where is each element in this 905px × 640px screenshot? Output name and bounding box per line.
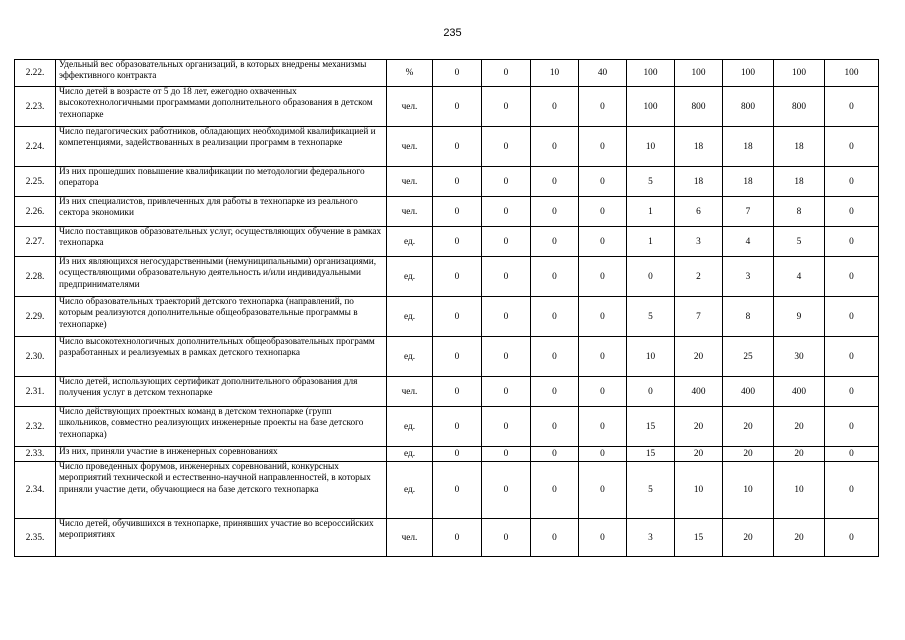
indicator-value: 0 [627, 257, 675, 297]
indicator-name: Число детей, использующих сертификат дополнительного образования для получения услуг в детском технопарке [56, 377, 387, 407]
indicator-value: 800 [675, 87, 723, 127]
indicator-value: 10 [675, 462, 723, 519]
indicator-value: 30 [774, 337, 825, 377]
indicator-value: 400 [675, 377, 723, 407]
indicator-value: 1 [627, 227, 675, 257]
indicator-value: 0 [482, 227, 531, 257]
row-number: 2.25. [15, 167, 56, 197]
indicator-value: 0 [531, 337, 579, 377]
table-row [15, 297, 879, 337]
table-row [15, 447, 879, 462]
indicator-value: 3 [675, 227, 723, 257]
indicator-value: 15 [627, 407, 675, 447]
table-row [15, 127, 879, 167]
unit-of-measure: чел. [387, 519, 433, 557]
indicator-value: 0 [531, 297, 579, 337]
indicator-value: 0 [579, 167, 627, 197]
table-row [15, 519, 879, 557]
indicator-name: Число образовательных траекторий детского технопарка (направлений, по которым реализуются дополнительные общеобразовательные программы в технопарке) [56, 297, 387, 337]
indicator-value: 0 [825, 462, 879, 519]
indicator-value: 0 [531, 87, 579, 127]
indicator-value: 0 [579, 197, 627, 227]
indicator-value: 0 [531, 377, 579, 407]
table-row [15, 87, 879, 127]
indicator-value: 0 [825, 337, 879, 377]
indicator-value: 0 [433, 407, 482, 447]
indicator-value: 10 [531, 60, 579, 87]
indicator-value: 0 [531, 127, 579, 167]
indicator-value: 0 [433, 127, 482, 167]
indicator-value: 7 [723, 197, 774, 227]
indicator-value: 0 [825, 167, 879, 197]
indicator-value: 0 [433, 462, 482, 519]
indicator-value: 20 [774, 519, 825, 557]
indicator-value: 100 [723, 60, 774, 87]
indicator-value: 0 [579, 377, 627, 407]
indicator-value: 100 [774, 60, 825, 87]
row-number: 2.30. [15, 337, 56, 377]
indicator-value: 18 [723, 167, 774, 197]
table-body [15, 60, 879, 557]
indicator-value: 20 [675, 337, 723, 377]
indicator-value: 20 [774, 447, 825, 462]
unit-of-measure: ед. [387, 297, 433, 337]
indicator-value: 100 [627, 87, 675, 127]
indicator-name: Число педагогических работников, обладающих необходимой квалификацией и компетенциями, задействованных в реализации программ в технопарке [56, 127, 387, 167]
indicator-name: Число поставщиков образовательных услуг, осуществляющих обучение в рамках технопарка [56, 227, 387, 257]
unit-of-measure: чел. [387, 87, 433, 127]
indicator-name: Из них специалистов, привлеченных для работы в технопарке из реального сектора экономики [56, 197, 387, 227]
table-row [15, 167, 879, 197]
indicator-value: 20 [675, 407, 723, 447]
indicator-value: 0 [825, 227, 879, 257]
indicator-value: 4 [774, 257, 825, 297]
indicator-value: 5 [627, 167, 675, 197]
indicator-value: 0 [531, 447, 579, 462]
indicator-value: 20 [723, 519, 774, 557]
indicator-value: 0 [482, 519, 531, 557]
indicator-value: 5 [774, 227, 825, 257]
indicator-value: 800 [723, 87, 774, 127]
indicator-value: 0 [579, 462, 627, 519]
unit-of-measure: ед. [387, 257, 433, 297]
indicator-value: 15 [675, 519, 723, 557]
row-number: 2.24. [15, 127, 56, 167]
table-row [15, 257, 879, 297]
indicator-name: Число проведенных форумов, инженерных соревнований, конкурсных мероприятий технической и естественно-научной направленностей, в которых приняли участие дети, обучающиеся на базе детского технопарка [56, 462, 387, 519]
indicator-value: 0 [579, 227, 627, 257]
indicator-value: 18 [774, 167, 825, 197]
indicator-value: 20 [774, 407, 825, 447]
table-row [15, 407, 879, 447]
row-number: 2.35. [15, 519, 56, 557]
indicator-value: 0 [482, 197, 531, 227]
page-number: 235 [443, 27, 462, 39]
indicator-value: 0 [482, 60, 531, 87]
indicator-value: 0 [433, 167, 482, 197]
indicator-value: 20 [675, 447, 723, 462]
indicator-value: 15 [627, 447, 675, 462]
indicators-table [14, 59, 879, 557]
indicator-value: 0 [531, 197, 579, 227]
indicator-value: 100 [627, 60, 675, 87]
indicator-value: 7 [675, 297, 723, 337]
indicator-value: 0 [433, 447, 482, 462]
row-number: 2.33. [15, 447, 56, 462]
indicator-value: 20 [723, 447, 774, 462]
indicator-value: 0 [482, 127, 531, 167]
indicator-value: 0 [579, 257, 627, 297]
indicator-value: 0 [433, 60, 482, 87]
indicator-value: 3 [627, 519, 675, 557]
indicator-value: 0 [579, 519, 627, 557]
indicator-value: 10 [627, 127, 675, 167]
indicator-value: 25 [723, 337, 774, 377]
indicator-value: 0 [482, 377, 531, 407]
row-number: 2.26. [15, 197, 56, 227]
indicator-value: 0 [433, 377, 482, 407]
indicator-value: 18 [675, 167, 723, 197]
indicator-value: 0 [482, 257, 531, 297]
indicator-name: Число высокотехнологичных дополнительных общеобразовательных программ разработанных и реализуемых в рамках детского технопарка [56, 337, 387, 377]
indicator-value: 0 [433, 87, 482, 127]
indicator-name: Число детей, обучившихся в технопарке, принявших участие во всероссийских мероприятиях [56, 519, 387, 557]
row-number: 2.22. [15, 60, 56, 87]
indicator-name: Число детей в возрасте от 5 до 18 лет, ежегодно охваченных высокотехнологичными программами дополнительного образования в детском технопарке [56, 87, 387, 127]
table-row [15, 462, 879, 519]
indicator-value: 100 [675, 60, 723, 87]
indicator-value: 0 [433, 257, 482, 297]
indicator-value: 20 [723, 407, 774, 447]
indicator-value: 0 [825, 257, 879, 297]
row-number: 2.32. [15, 407, 56, 447]
indicator-value: 0 [579, 447, 627, 462]
unit-of-measure: чел. [387, 197, 433, 227]
indicator-value: 3 [723, 257, 774, 297]
indicator-name: Удельный вес образовательных организаций, в которых внедрены механизмы эффективного контракта [56, 60, 387, 87]
indicator-value: 10 [723, 462, 774, 519]
indicator-value: 0 [482, 337, 531, 377]
unit-of-measure: ед. [387, 447, 433, 462]
indicator-value: 0 [433, 197, 482, 227]
row-number: 2.34. [15, 462, 56, 519]
unit-of-measure: ед. [387, 227, 433, 257]
indicator-name: Из них прошедших повышение квалификации по методологии федерального оператора [56, 167, 387, 197]
indicator-value: 0 [482, 167, 531, 197]
table-row [15, 60, 879, 87]
indicator-value: 18 [774, 127, 825, 167]
unit-of-measure: чел. [387, 377, 433, 407]
indicator-value: 0 [531, 407, 579, 447]
indicator-value: 0 [531, 167, 579, 197]
indicator-value: 0 [825, 377, 879, 407]
indicator-value: 8 [774, 197, 825, 227]
indicator-value: 6 [675, 197, 723, 227]
row-number: 2.27. [15, 227, 56, 257]
indicator-value: 8 [723, 297, 774, 337]
indicator-value: 40 [579, 60, 627, 87]
indicator-value: 18 [675, 127, 723, 167]
row-number: 2.29. [15, 297, 56, 337]
row-number: 2.23. [15, 87, 56, 127]
indicator-value: 0 [531, 227, 579, 257]
indicator-value: 0 [825, 127, 879, 167]
table-row [15, 337, 879, 377]
indicator-name: Из них являющихся негосударственными (немуниципальными) организациями, осуществляющими образовательную деятельность и/или индивидуальными предпринимателями [56, 257, 387, 297]
unit-of-measure: ед. [387, 407, 433, 447]
indicator-value: 0 [825, 297, 879, 337]
indicator-value: 18 [723, 127, 774, 167]
indicator-name: Из них, приняли участие в инженерных соревнованиях [56, 447, 387, 462]
indicator-value: 9 [774, 297, 825, 337]
indicator-value: 4 [723, 227, 774, 257]
indicator-value: 0 [825, 407, 879, 447]
indicator-value: 0 [482, 297, 531, 337]
indicator-value: 0 [482, 87, 531, 127]
table-row [15, 227, 879, 257]
indicator-value: 400 [723, 377, 774, 407]
indicator-value: 0 [482, 462, 531, 519]
unit-of-measure: ед. [387, 462, 433, 519]
indicator-value: 0 [627, 377, 675, 407]
indicator-value: 0 [531, 257, 579, 297]
indicator-value: 0 [433, 297, 482, 337]
table-row [15, 197, 879, 227]
indicator-value: 0 [825, 519, 879, 557]
indicator-value: 0 [579, 297, 627, 337]
table-row [15, 377, 879, 407]
row-number: 2.28. [15, 257, 56, 297]
unit-of-measure: % [387, 60, 433, 87]
indicator-value: 800 [774, 87, 825, 127]
unit-of-measure: чел. [387, 127, 433, 167]
indicator-value: 400 [774, 377, 825, 407]
indicator-value: 0 [579, 87, 627, 127]
indicator-value: 0 [579, 127, 627, 167]
indicator-value: 2 [675, 257, 723, 297]
unit-of-measure: ед. [387, 337, 433, 377]
indicator-value: 0 [433, 227, 482, 257]
indicator-value: 0 [482, 407, 531, 447]
indicator-value: 0 [531, 519, 579, 557]
indicator-value: 0 [531, 462, 579, 519]
unit-of-measure: чел. [387, 167, 433, 197]
indicator-value: 0 [482, 447, 531, 462]
indicator-value: 1 [627, 197, 675, 227]
indicator-value: 5 [627, 297, 675, 337]
indicator-value: 10 [774, 462, 825, 519]
indicator-name: Число действующих проектных команд в детском технопарке (групп школьников, совместно реализующих инженерные проекты на базе детского технопарка) [56, 407, 387, 447]
indicator-value: 0 [433, 337, 482, 377]
indicator-value: 0 [825, 87, 879, 127]
indicator-value: 5 [627, 462, 675, 519]
indicator-value: 0 [825, 197, 879, 227]
indicator-value: 0 [433, 519, 482, 557]
indicator-value: 0 [579, 407, 627, 447]
indicator-value: 0 [825, 447, 879, 462]
indicator-value: 100 [825, 60, 879, 87]
indicator-value: 0 [579, 337, 627, 377]
indicator-value: 10 [627, 337, 675, 377]
row-number: 2.31. [15, 377, 56, 407]
